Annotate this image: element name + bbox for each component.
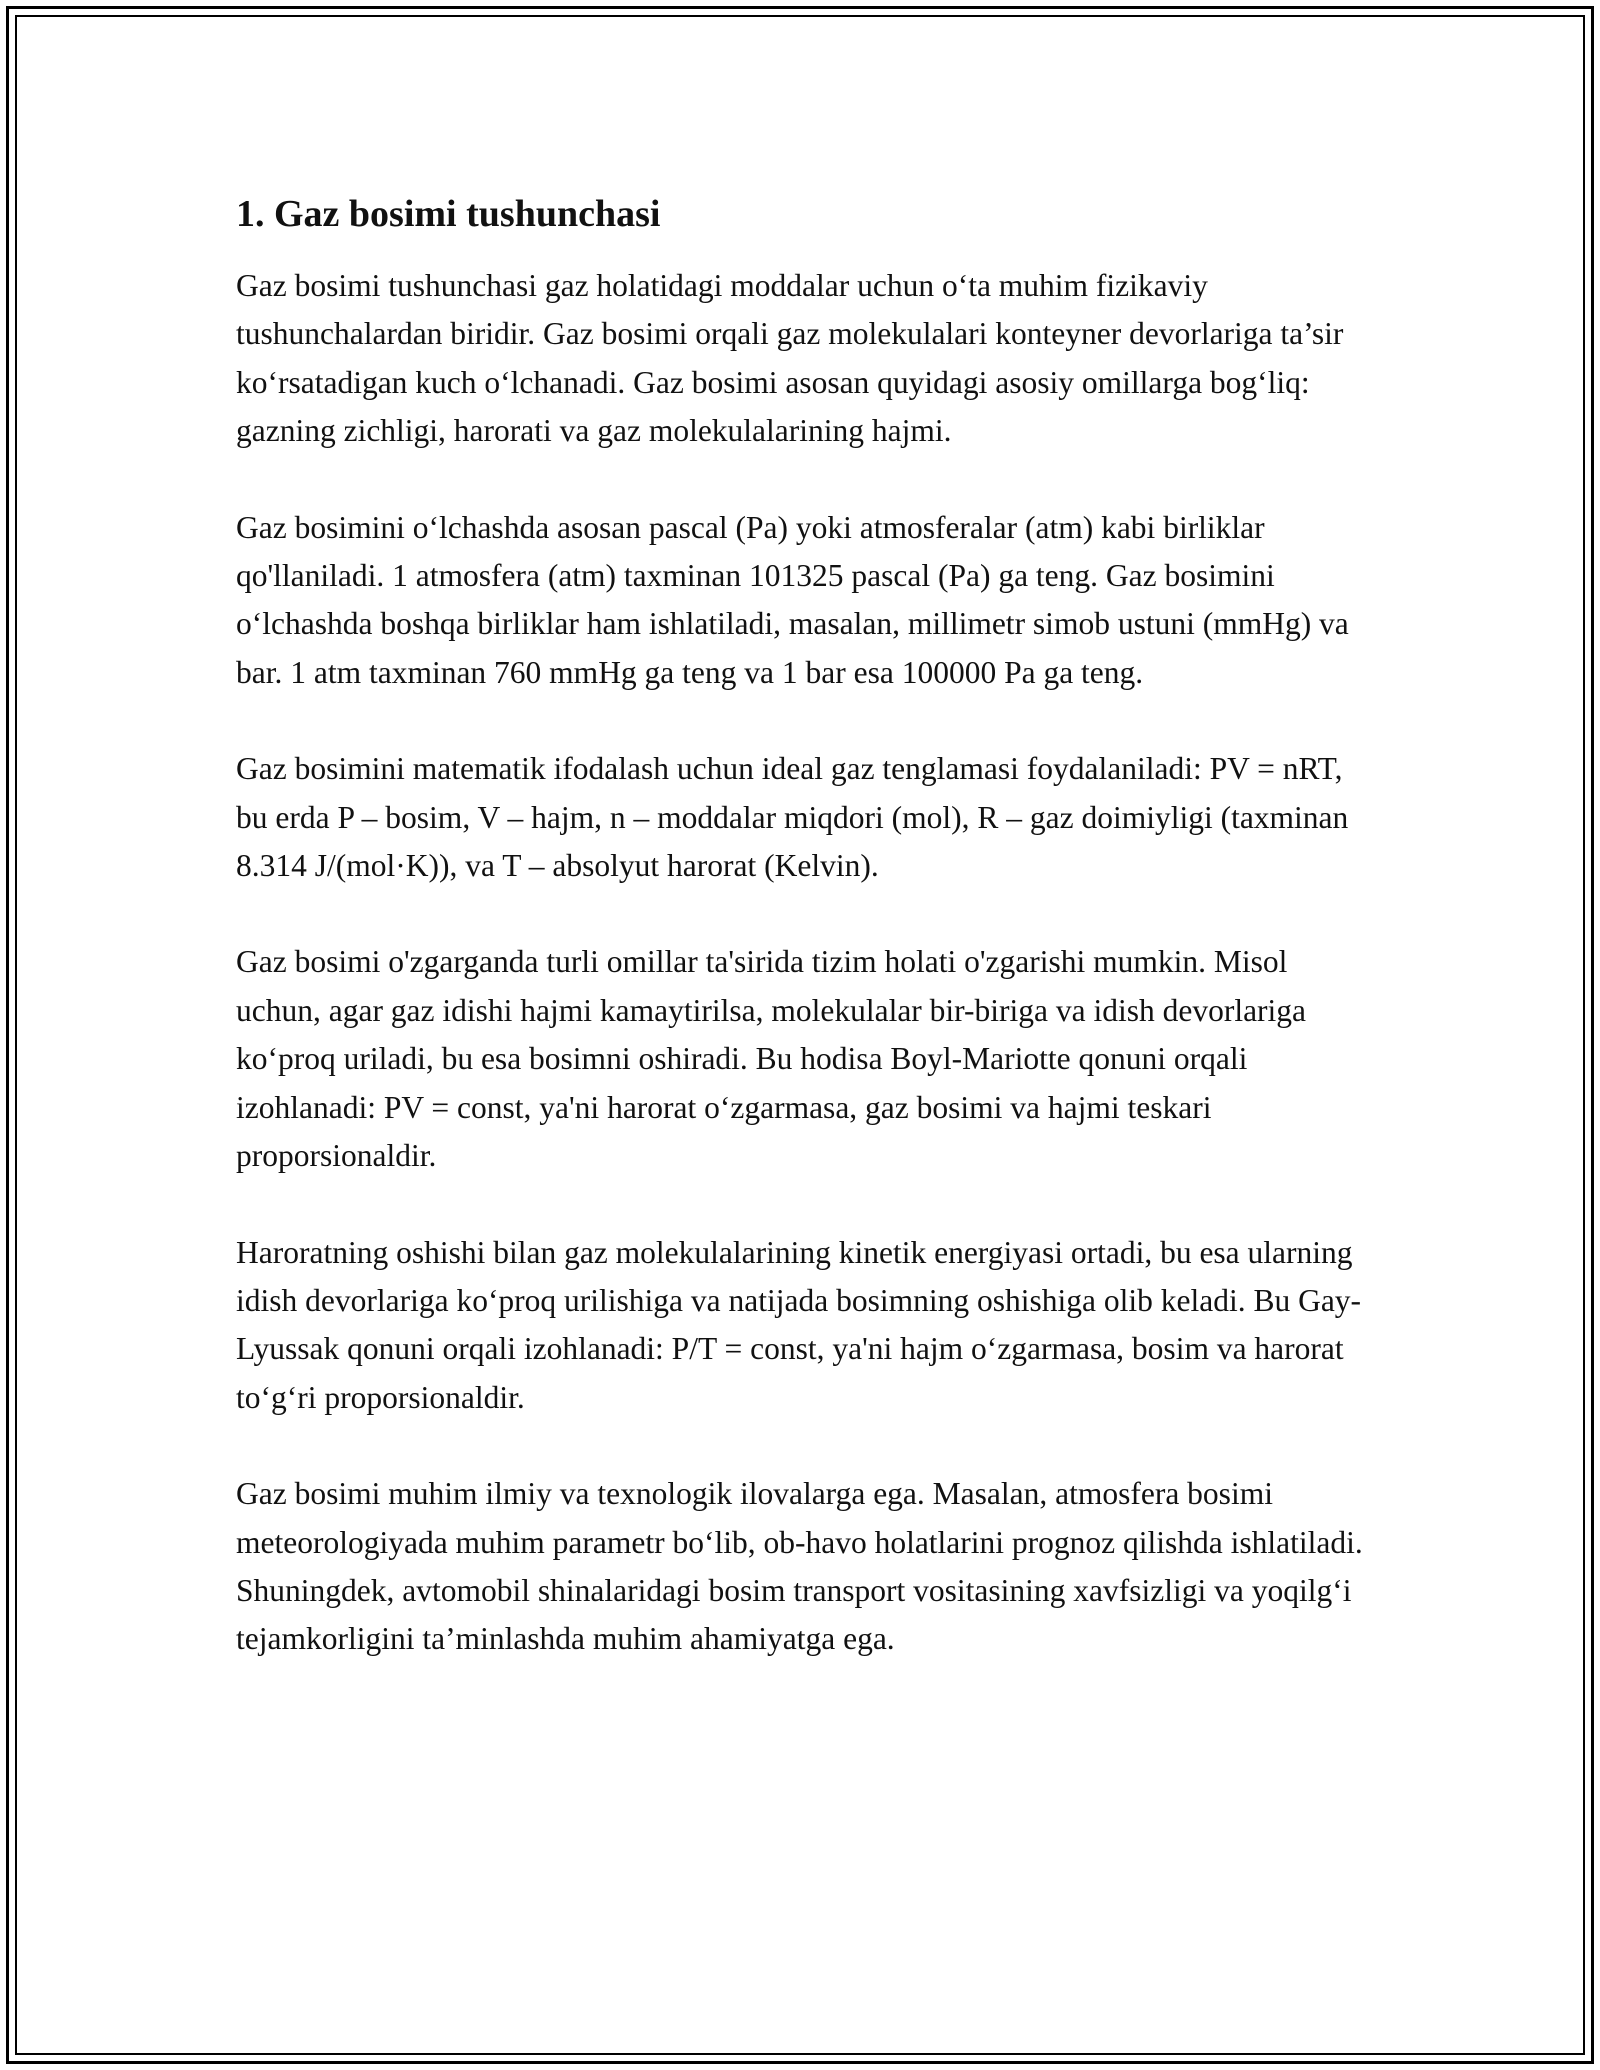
paragraph-5: Haroratning oshishi bilan gaz molekulalarining kinetik energiyasi ortadi, bu esa ularning idish devorlariga ko‘proq urilishiga va natijada bosimning oshishiga olib keladi. Bu Gay-Lyussak qonuni orqali izohlanadi: P/T = const, ya'ni hajm o‘zgarmasa, bosim va harorat to‘g‘ri proporsionaldir. [236, 1234, 1362, 1415]
paragraph-4: Gaz bosimi o'zgarganda turli omillar ta'sirida tizim holati o'zgarishi mumkin. Misol uchun, agar gaz idishi hajmi kamaytirilsa, molekulalar bir-biriga va idish devorlariga ko‘proq uriladi, bu esa bosimni oshiradi. Bu hodisa Boyl-Mariotte qonuni orqali izohlanadi: PV = const, ya'ni harorat o‘zgarmasa, gaz bosimi va hajmi teskari proporsionaldir. [236, 944, 1307, 1174]
paragraph-2: Gaz bosimini o‘lchashda asosan pascal (Pa) yoki atmosferalar (atm) kabi birliklar qo'llaniladi. 1 atmosfera (atm) taxminan 101325 pascal (Pa) ga teng. Gaz bosimini o‘lchashda boshqa birliklar ham ishlatiladi, masalan, millimetr simob ustuni (mmHg) va bar. 1 atm taxminan 760 mmHg ga teng va 1 bar esa 100000 Pa ga teng. [236, 509, 1349, 690]
document-body [236, 188, 1376, 1712]
paragraph-1: Gaz bosimi tushunchasi gaz holatidagi moddalar uchun o‘ta muhim fizikaviy tushunchalardan biridir. Gaz bosimi orqali gaz molekulalari konteyner devorlariga ta’sir ko‘rsatadigan kuch o‘lchanadi. Gaz bosimi asosan quyidagi asosiy omillarga bog‘liq: gazning zichligi, harorati va gaz molekulalarining hajmi. [236, 268, 1344, 449]
section-title: 1. Gaz bosimi tushunchasi [236, 193, 661, 235]
paragraph-3: Gaz bosimini matematik ifodalash uchun ideal gaz tenglamasi foydalaniladi: PV = nRT, bu erda P – bosim, V – hajm, n – moddalar miqdori (mol), R – gaz doimiyligi (taxminan 8.314 J/(mol·K)), va T – absolyut harorat (Kelvin). [236, 751, 1349, 884]
paragraph-6: Gaz bosimi muhim ilmiy va texnologik ilovalarga ega. Masalan, atmosfera bosimi meteorologiyada muhim parametr bo‘lib, ob-havo holatlarini prognoz qilishda ishlatiladi. Shuningdek, avtomobil shinalaridagi bosim transport vositasining xavfsizligi va yoqilg‘i tejamkorligini ta’minlashda muhim ahamiyatga ega. [236, 1476, 1363, 1657]
